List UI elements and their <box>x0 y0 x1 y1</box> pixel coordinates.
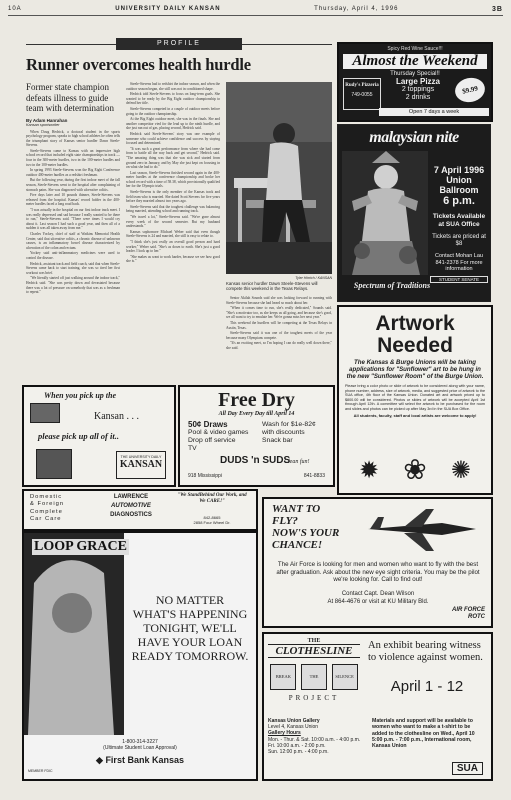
free-dry-sub: All Day Every Day till April 14 <box>218 411 295 417</box>
free-dry-item: Pool & video games <box>188 429 249 436</box>
article-paragraph: Steele-Stevens had to redshirt the indoor season, and when the outdoor season began, she still was not in conditioned shape. <box>126 82 220 91</box>
pizza-ad-logo <box>343 78 381 110</box>
diag-brand <box>98 493 164 520</box>
article-paragraph: "It's an exciting meet, so I'm hoping I can do really well down there," she said. <box>226 341 332 350</box>
artwork-intro: The Kansas & Burge Unions will be taking applications for "Sunflower" art to be hung in the new "Sunflower Room" of the Burge Union. <box>346 359 484 380</box>
bank-slogan <box>130 593 250 663</box>
article-column-1 <box>26 82 120 296</box>
article-paragraph: Steele-Stevens came to Kansas with an impressive high school record that included eight state championships in track — four in the 300-meter hurdles, two in the 100-meter hurdles and two in the 100-meter hurdles. <box>26 148 120 167</box>
article-paragraph: Hedrick told Steele-Stevens to focus on long-term goals. She wanted to be ready by the Big Eight outdoor championship to defend her title. <box>126 92 220 106</box>
tshirt-icon: THE <box>301 664 327 690</box>
diag-slogan: "We StandBehind Our Work, and We CARE!" <box>177 493 247 504</box>
diag-phone: 842-8665 <box>203 515 221 520</box>
byline: By Adam Hanrahan <box>26 117 68 123</box>
pizza-ad <box>337 42 493 122</box>
masthead: UNIVERSITY DAILY KANSAN <box>115 6 221 12</box>
pizza-ad-sub: Thursday Special!! <box>390 71 440 77</box>
pizza-item: Large Pizza <box>395 77 440 86</box>
venue-line: Level 4, Kansas Union <box>268 724 319 731</box>
artwork-body: Please bring a color photo or slide of artwork to be considered along with your name, phone number, address, size of artwork, media, and suggested price of artwork to the SUA office, 4th floor of the Kansas Union. Donated art and artwork priced up to $800.00 will be considered. Photos or slides of artwork will be accepted April 1st through April 12th. A committee will select the artwork to be purchased for the room and slides and photos can be picked up after May 3rd in the SUA Box Office. <box>345 384 485 411</box>
article-paragraph: At the Big Eight outdoor meet, she was in the finals. She and another competitor vied for the lead up to the ninth hurdle, and she just ran out of gas, placing second, Hedrick said. <box>126 117 220 131</box>
article-paragraph: "I think she's just really an overall good person and hard worker," Weber said. "She's as down to earth. She's just a good leader. I look up to her." <box>126 240 220 254</box>
kansan-line3: please pick up all of it.. <box>38 431 119 441</box>
clothesline-title-the: THE <box>307 638 321 644</box>
duds-tagline: Clean fun! <box>284 459 310 465</box>
article-paragraph: Senior Akilah Sounds said she was looking forward to running with Steele-Stevens because she had heard so much about her. <box>226 296 332 305</box>
article-paragraph: "We literally started off just walking around the indoor track," Hedrick said. "She was pretty down and devastated because there was a lot of pressure on somebody that was as a freshman to repeat." <box>26 276 120 295</box>
pizza-ad-headline: Almost the Weekend <box>343 54 487 69</box>
af-title <box>272 503 339 551</box>
free-dry-phone: 841-8833 <box>303 473 325 479</box>
pizza-price-badge: $9.99 <box>453 75 487 105</box>
page-number: 3B <box>492 5 503 13</box>
diag-left-line: Complete <box>30 508 63 515</box>
kicker-rule <box>26 44 116 45</box>
kansan-logo-top: THE UNIVERSITY DAILY <box>120 455 162 459</box>
article-paragraph: Kansas sophomore Michael Weber said that even though Steele-Stevens is 24 and married, she still is easy to relate to. <box>126 229 220 239</box>
article-paragraph: Steele-Stevens said it was one of the toughest meets of the year because many Olympians compete. <box>226 331 332 340</box>
kansan-logo-text: KANSAN <box>119 459 163 470</box>
bank-phone <box>84 739 196 751</box>
kansan-logo <box>116 451 166 479</box>
malaysian-theme: Spectrum of Traditions <box>353 281 431 290</box>
hours-line: Sun. 12:00 p.m. - 4:00 p.m. <box>268 749 329 756</box>
hurdler-photo-graphic <box>226 82 332 274</box>
article-paragraph: Five days later and 10 pounds thinner, Steele-Stevens was released from the hospital. Kansas' record holder in the 400-meter hurdles faced a long road back. <box>26 193 120 207</box>
article-paragraph: Yockey said anti-inflammatory medicines were used to control the disease. <box>26 251 120 260</box>
bank-member: MEMBER FDIC <box>28 769 53 773</box>
article-paragraph: Last season, Steele-Stevens finished second again in the 400-meter hurdles at the conference championship and broke her school record with a time of 58.38, which provisionally qualified her for the Olympic trials. <box>126 170 220 189</box>
malaysian-title: malaysian nite <box>369 129 459 146</box>
newspaper-bundle-icon <box>30 403 60 423</box>
article-column-3 <box>226 296 332 352</box>
free-dry-items-left <box>188 421 248 453</box>
duds-n-suds-logo: DUDS 'n SUDS <box>220 455 291 466</box>
diag-left <box>30 494 90 524</box>
diag-brand-line: DIAGNOSTICS <box>110 512 152 518</box>
diag-brand-line: AUTOMOTIVE <box>111 503 151 509</box>
article-paragraph: In spring 1993 Steele-Stevens won the Big Eight Conference outdoor 400-meter hurdles as a redshirt freshman. <box>26 168 120 177</box>
af-title-line: CHANCE! <box>272 539 323 551</box>
headline: Runner overcomes health hurdle <box>26 55 251 74</box>
kansan-pickup-ad <box>22 385 176 487</box>
clothesline-headline: An exhibit bearing witness to violence against women. <box>368 640 483 663</box>
sua-logo: SUA <box>452 762 483 775</box>
clothesline-venue <box>268 718 368 755</box>
byline-role: Kansan sportswriter <box>26 122 60 127</box>
dancer-graphic <box>342 151 428 275</box>
kicker-rule <box>242 44 332 45</box>
article-paragraph: Charles Yockey, chief of staff at Watkins Memorial Health Center, said that ulcerative colitis, a chronic disease of unknown causes, is an inflammatory bowel disease characterized by ulceration of the colon and rectum. <box>26 231 120 250</box>
bank-brand: First Bank Kansas <box>105 755 184 765</box>
article-paragraph: Hedrick, assistant track and field coach, said that when Steele-Stevens came back to start training, she was so tired her first workout was brief. <box>26 261 120 275</box>
af-contact-line: At 864-4676 or visit at KU Military Bld. <box>327 598 429 605</box>
diag-left-line: & Foreign <box>30 501 65 508</box>
bank-phone-note: (Ultimate Student Loan Approval) <box>103 745 177 751</box>
event-date: 7 April 1996 <box>433 165 485 175</box>
dancer-illustration <box>342 151 428 275</box>
free-dry-items-right <box>262 421 328 445</box>
article-text <box>26 130 120 295</box>
article-paragraph: "When it comes time to run, she's really dedicated," Sounds said. "She's a motivator too, as she keeps us all going, and because she's good, we all want to try to emulate her. We're gonna miss her next year." <box>226 306 332 320</box>
hours-line: Mon. - Thur. & Sat. 10:00 a.m. - 4:00 p.m. <box>268 736 361 743</box>
diag-left-line: Domestic <box>30 494 63 500</box>
first-bank-logo <box>84 755 196 766</box>
af-title-line: WANT TO <box>272 503 321 515</box>
article-paragraph: "It was such a great performance from where she had come from to battle all the way back and get second," Hedrick said. "The amazing thing was that she was sick and started from ground zero in January, and by May she just kept on focusing in on what she had to do." <box>126 146 220 170</box>
sunflower-icon: ✹ <box>359 458 380 484</box>
af-title-line: FLY? <box>272 515 298 527</box>
sunflower-icon: ✺ <box>450 458 471 484</box>
free-dry-item: Snack bar <box>262 437 293 444</box>
af-body: The Air Force is looking for men and women who want to fly with the best after graduation. Ask about the new eye sight criteria. You may be the pilot we're looking for. Call to find out! <box>276 561 480 584</box>
clothesline-logo <box>268 638 360 714</box>
free-dry-item: Wash for $1e-82¢ with discounts <box>262 421 316 436</box>
bank-diamond-icon: ◆ <box>96 755 106 765</box>
artwork-needed-ad <box>337 305 493 495</box>
article-paragraph: This weekend the hurdlers will be competing at the Texas Relays in Austin, Texas. <box>226 320 332 330</box>
tshirt-icon: BREAK <box>270 664 296 690</box>
bank-photo-graphic <box>24 533 124 735</box>
free-dry-title: Free Dry <box>218 389 295 411</box>
bank-slogan-line: NO MATTER <box>155 593 225 607</box>
event-venue: Union Ballroom <box>439 175 479 195</box>
af-logo-line: AIR FORCE <box>452 607 485 613</box>
photo-credit: Tyler Hinrich / KANSAN <box>295 276 332 280</box>
free-dry-item: Drop off service <box>188 437 236 444</box>
pizza-item: 2 toppings <box>401 86 435 93</box>
pizzeria-phone: 749-0055 <box>351 92 373 98</box>
recycle-bin-icon <box>36 449 72 479</box>
photo-caption: Kansas senior hurdler Dawn Steele-Stevens will compete this weekend in the Texas Relays. <box>226 281 318 292</box>
sunflower-icon-row <box>347 457 483 485</box>
bank-slogan-line: HAVE YOUR LOAN <box>137 635 243 649</box>
af-title-line: NOW'S YOUR <box>272 527 340 539</box>
gallery-hours-title: Gallery Hours <box>268 730 301 737</box>
bank-slogan-line: READY TOMORROW. <box>131 649 249 663</box>
hours-line: Fri. 10:00 a.m. - 2:00 p.m. <box>268 742 326 749</box>
tickets-available: Tickets Available at SUA Office <box>432 213 486 228</box>
article-paragraph: Steele-Stevens competed in a couple of outdoor meets before going to the outdoor championship. <box>126 106 220 116</box>
article-paragraph: "She makes us want to work harder, because we see how good she is." <box>126 254 220 264</box>
auto-diagnostics-ad <box>22 489 258 531</box>
clothesline-title: CLOTHESLINE <box>268 644 360 658</box>
article-paragraph: When Doug Hedrick, a doctoral student in the sports psychology program, speaks to high school athletes he often tells the triumphant story of Kansas senior hurdler Dawn Steele-Stevens. <box>26 129 120 148</box>
kansan-line2: Kansan . . . <box>94 411 139 422</box>
free-dry-ad <box>178 385 335 487</box>
diag-address: 2858 Four Wheel Dr. <box>193 520 231 525</box>
clothesline-dates: April 1 - 12 <box>390 678 464 695</box>
af-contact <box>276 591 480 606</box>
tshirt-icon: SILENCE <box>332 664 358 690</box>
artwork-footer: All students, faculty, staff and local artists are welcome to apply! <box>353 413 477 418</box>
first-bank-ad <box>22 531 258 781</box>
af-rotc-logo <box>452 607 485 621</box>
article-column-2 <box>126 82 220 418</box>
pizza-ad-items <box>385 78 451 102</box>
shirts <box>268 664 360 690</box>
artwork-title: Artwork <box>375 312 455 335</box>
af-logo-line: ROTC <box>468 614 485 620</box>
pizza-hours: Open 7 days a week <box>379 108 489 116</box>
article-paragraph: Steele-Stevens is the only member of the Kansas track and field team who is married. She dated Scott Stevens for five years before they married almost two years ago. <box>126 190 220 204</box>
bank-slogan-line: TONIGHT, WE'LL <box>143 621 237 635</box>
venue-line: Kansas Union Gallery <box>268 718 320 724</box>
diag-left-line: Car Care <box>30 516 62 523</box>
profile-kicker: PROFILE <box>116 38 242 50</box>
free-dry-item: 50¢ Draws <box>188 420 228 429</box>
article-paragraph: "We travel a lot," Steele-Stevens said. "We're gone almost every week of the second semester. But my husband understands." <box>126 215 220 229</box>
ticket-price: Tickets are priced at $8 <box>432 234 486 247</box>
article-paragraph: Steele-Stevens said that the toughest challenge was balancing being married, attending school and running track. <box>126 204 220 214</box>
free-dry-item: TV <box>188 445 197 452</box>
bank-slogan-line: WHAT'S HAPPENING <box>132 607 248 621</box>
malaysian-nite-ad <box>337 124 491 302</box>
page-number-left: 10A <box>8 6 22 12</box>
bank-phone-number: 1-800-314-3227 <box>122 739 158 745</box>
pizza-ad-top: Spicy Red Wine Sauce!!! <box>387 46 443 52</box>
article-paragraph: But the following year, during the first indoor meet of the fall season, Steele-Stevens went to the hospital after complaining of stomach pains. She was diagnosed with ulcerative colitis. <box>26 178 120 192</box>
pizzeria-name: Rudy's Pizzeria <box>345 83 379 88</box>
bank-photo <box>24 533 124 735</box>
athlete-photo <box>226 82 332 274</box>
kansan-line1: When you pick up the <box>44 391 117 400</box>
clothesline-ad <box>262 632 493 781</box>
deck: Former state champion defeats illness to guide team with determination <box>26 82 114 113</box>
article-paragraph: Hedrick said Steele-Stevens' story was one example of someone who could achieve confidence and success by staying focused and determined. <box>126 131 220 146</box>
pizza-item: 2 drinks <box>405 94 431 101</box>
af-contact-line: Contact Capt. Dean Wilson <box>341 591 415 597</box>
fighter-jet-graphic <box>364 507 482 553</box>
clothesline-body: Materials and support will be available to women who want to make a t-shirt to be added to the clothesline on Wed., April 10 5:00 p.m. - 7:00 p.m., International room, Kansas Union <box>372 718 475 750</box>
air-force-ad <box>262 497 493 628</box>
contact-info: Contact Mohan Lau 841-2378 For more information <box>434 253 483 272</box>
student-senate-logo: STUDENT SENATE <box>430 276 488 283</box>
event-time: 6 p.m. <box>443 195 475 207</box>
artwork-title-2: Needed <box>377 334 453 357</box>
free-dry-address: 918 Mississippi <box>188 473 222 479</box>
jet-icon <box>364 507 482 553</box>
diag-brand-line: LAWRENCE <box>113 494 149 500</box>
header-date: Thursday, April 4, 1996 <box>314 6 399 12</box>
clothesline-project: PROJECT <box>288 694 340 702</box>
article <box>26 38 332 420</box>
page-header <box>8 3 503 16</box>
bank-photo-text: LOOP GRACE <box>34 539 127 554</box>
malaysian-details <box>430 165 488 283</box>
sunflower-icon: ❀ <box>403 455 427 486</box>
article-paragraph: "I was actually in the hospital on our first indoor track meet. I was really depressed and sad because I really wanted to be there to run," Steele-Stevens said. "There were times I would cry about it. Last season I had such a good year, and then all of a sudden it was all taken away from me." <box>26 208 120 231</box>
